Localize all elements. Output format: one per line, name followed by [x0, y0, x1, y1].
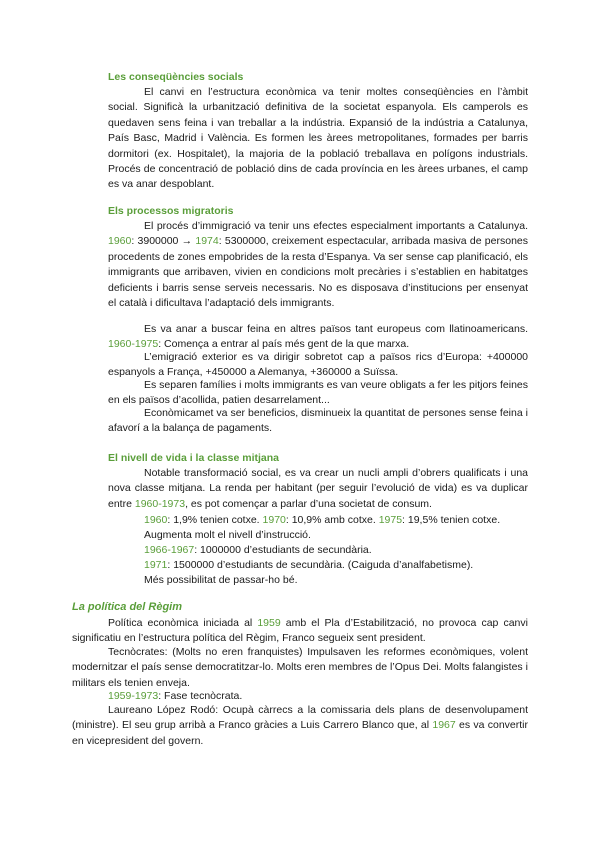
year-1960: 1960	[144, 514, 168, 526]
paragraph-technocrats: Tecnòcrates: (Molts no eren franquistes) Impulsaven les reformes econòmiques, volent modernitzar el país sense democratitzar-lo. Molts eren membres de l’Opus Dei. Molts falangistes i militars els tenien enveja.	[72, 646, 528, 689]
year-1971: 1971	[144, 559, 168, 571]
year-1970: 1970	[262, 514, 286, 526]
section-title-social-consequences: Les conseqüències socials	[108, 71, 244, 83]
range-1960-1973: 1960-1973	[134, 497, 186, 510]
line-education: Augmenta molt el nivell d’instrucció.	[144, 529, 311, 541]
line-students-1971: 1971: 1500000 d’estudiants de secundària. (Caiguda d’analfabetisme).	[144, 559, 474, 571]
year-1975: 1975	[378, 514, 403, 526]
range-1959-1973: 1959-1973	[108, 690, 159, 702]
section-title-migration: Els processos migratoris	[108, 205, 234, 217]
paragraph-social-transformation: Notable transformació social, es va crear un nucli ampli d’obrers qualificats i una nova classe mitjana. La renda per habitant (per seguir l’evolució de vida) es va duplicar entre 1960-1973, es pot començar a parlar d’una societat de consum.	[108, 467, 528, 510]
paragraph-emigration-europe: L’emigració exterior es va dirigir sobretot cap a països rics d’Europa: +400000 espanyols a França, +450000 a Alemanya, +360000 a Suïssa.	[108, 351, 528, 379]
paragraph-lopez-rodo: Laureano López Rodó: Ocupà càrrecs a la comissaria dels plans de desenvolupament (ministre). El seu grup arribà a Franco gràcies a Luis Carrero Blanco que, al 1967 es va convertir en vicepresident del govern.	[72, 704, 528, 747]
paragraph-economic-policy: Política econòmica iniciada al 1959 amb el Pla d’Estabilització, no provoca cap canvi significatiu en l’estructura política del Règim, Franco segueix sent president.	[72, 617, 528, 645]
section-title-regime-politics: La política del Règim	[72, 601, 183, 613]
year-1960: 1960	[108, 235, 132, 248]
paragraph-families: Es separen famílies i molts immigrants es van veure obligats a fer les pitjors feines en els països d’acollida, patien desarrelament...	[108, 379, 528, 407]
range-1960-1975: 1960-1975	[108, 338, 159, 351]
paragraph-emigration-work: Es va anar a buscar feina en altres països tant europeus com llatinoamericans. 1960-1975: Comença a entrar al país més gent de la que marxa.	[108, 323, 528, 351]
line-technocrat-phase: 1959-1973: Fase tecnòcrata.	[108, 690, 243, 702]
year-1974: 1974	[195, 235, 219, 248]
paragraph-immigration: El procés d’immigració va tenir uns efectes especialment importants a Catalunya. 1960: 3900000 → 1974: 5300000, creixement espectacular, arribada masiva de persones procedents de zones empobrides de la resta d’Espanya. Va ser sense cap planificació, els immigrants que arribaven, vivien en condicions molt precàries i s’establien en habitatges deficients i barris sense serveis necessaris. No es disposava d’institucions per ensenyat el català i dificultava l’adaptació dels immigrants.	[108, 220, 528, 310]
year-1959: 1959	[257, 617, 281, 629]
section-title-living-standard: El nivell de vida i la classe mitjana	[108, 452, 279, 464]
line-car-ownership: 1960: 1,9% tenien cotxe. 1970: 10,9% amb cotxe. 1975: 19,5% tenien cotxe.	[144, 514, 501, 526]
paragraph-social-consequences: El canvi en l’estructura econòmica va tenir moltes conseqüències en l’àmbit social. Significà la urbanització definitiva de la societat espanyola. Els camperols es quedaven sens feina i van treballar a la indústria. Expansió de la indústria a Catalunya, País Basc, Madrid i València. Es formen les àrees metropolitanes, formades per barris dormitori (ex. Hospitalet), la majoria de la població treballava en polígons industrials. Procés de concentració de població dins de cada província en les àrees urbanes, el camp es va anar despoblant.	[108, 86, 528, 191]
paragraph-economic-benefit: Econòmicamet va ser beneficios, disminueix la quantitat de persones sense feina i afavorí a la balança de pagaments.	[108, 407, 528, 435]
range-1966-1967: 1966-1967	[144, 544, 195, 556]
line-students-1966: 1966-1967: 1000000 d’estudiants de secundària.	[144, 544, 372, 556]
line-leisure: Més possibilitat de passar-ho bé.	[144, 574, 298, 586]
year-1967: 1967	[432, 719, 456, 732]
